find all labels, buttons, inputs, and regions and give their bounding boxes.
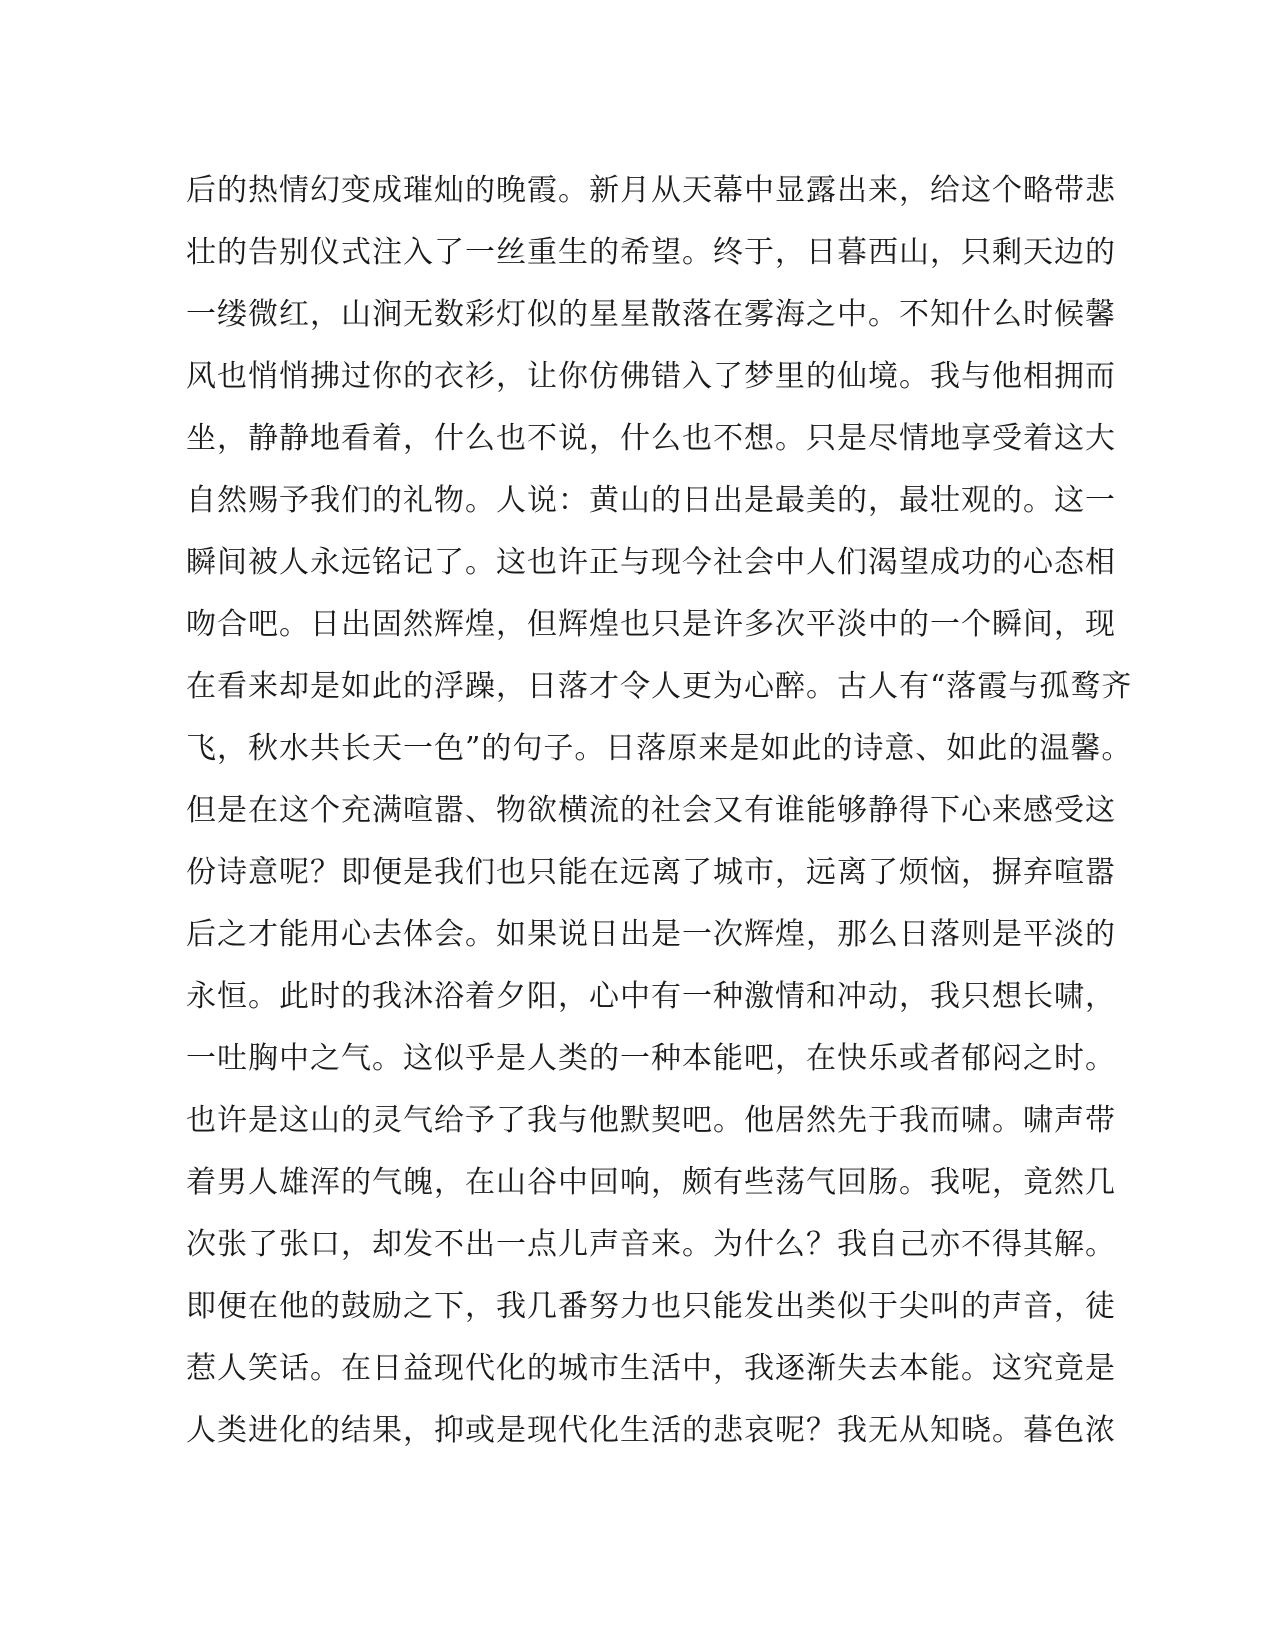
text-line: 在看来却是如此的浮躁，日落才令人更为心醉。古人有“落霞与孤鹜齐: [186, 669, 1133, 704]
text-line: 惹人笑话。在日益现代化的城市生活中，我逐渐失去本能。这究竟是: [186, 1351, 1116, 1386]
body-text: [186, 160, 1133, 1462]
text-line: 自然赐予我们的礼物。人说：黄山的日出是最美的，最壮观的。这一: [186, 483, 1116, 518]
text-line: 吻合吧。日出固然辉煌，但辉煌也只是许多次平淡中的一个瞬间，现: [186, 607, 1116, 642]
text-line: 坐，静静地看着，什么也不说，什么也不想。只是尽情地享受着这大: [186, 421, 1116, 456]
text-line: 永恒。此时的我沐浴着夕阳，心中有一种激情和冲动，我只想长啸，: [186, 979, 1116, 1014]
text-line: 壮的告别仪式注入了一丝重生的希望。终于，日暮西山，只剩天边的: [186, 235, 1116, 270]
text-line: 也许是这山的灵气给予了我与他默契吧。他居然先于我而啸。啸声带: [186, 1103, 1116, 1138]
text-line: 人类进化的结果，抑或是现代化生活的悲哀呢？我无从知晓。暮色浓: [186, 1413, 1116, 1448]
text-line: 一吐胸中之气。这似乎是人类的一种本能吧，在快乐或者郁闷之时。: [186, 1041, 1116, 1076]
text-line: 着男人雄浑的气魄，在山谷中回响，颇有些荡气回肠。我呢，竟然几: [186, 1165, 1116, 1200]
text-line: 一缕微红，山涧无数彩灯似的星星散落在雾海之中。不知什么时候馨: [186, 297, 1116, 332]
text-line: 风也悄悄拂过你的衣衫，让你仿佛错入了梦里的仙境。我与他相拥而: [186, 359, 1116, 394]
text-line: 飞，秋水共长天一色”的句子。日落原来是如此的诗意、如此的温馨。: [186, 731, 1133, 766]
text-line: 份诗意呢？即便是我们也只能在远离了城市，远离了烦恼，摒弃喧嚣: [186, 855, 1116, 890]
text-line: 但是在这个充满喧嚣、物欲横流的社会又有谁能够静得下心来感受这: [186, 793, 1116, 828]
text-line: 即便在他的鼓励之下，我几番努力也只能发出类似于尖叫的声音，徒: [186, 1289, 1116, 1324]
text-line: 次张了张口，却发不出一点儿声音来。为什么？我自己亦不得其解。: [186, 1227, 1116, 1262]
text-line: 瞬间被人永远铭记了。这也许正与现今社会中人们渴望成功的心态相: [186, 545, 1116, 580]
text-line: 后的热情幻变成璀灿的晚霞。新月从天幕中显露出来，给这个略带悲: [186, 173, 1116, 208]
text-line: 后之才能用心去体会。如果说日出是一次辉煌，那么日落则是平淡的: [186, 917, 1116, 952]
